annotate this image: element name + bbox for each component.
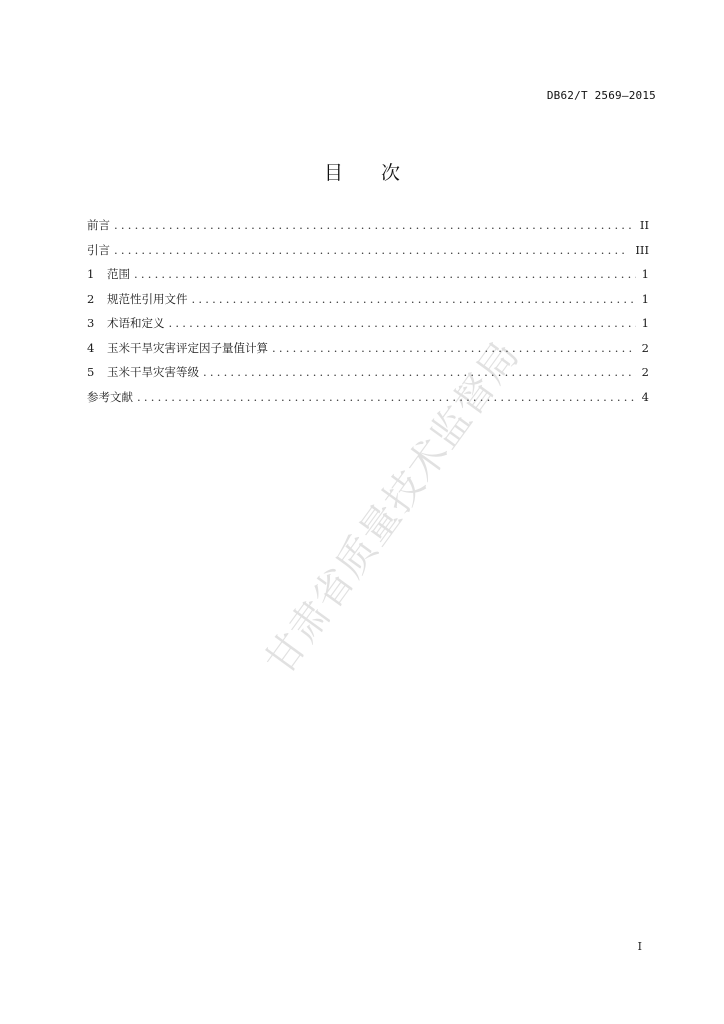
- toc-entry-label: 玉米干旱灾害评定因子量值计算: [107, 340, 268, 355]
- toc-entry-number: 5: [87, 365, 95, 379]
- toc-entry-introduction[interactable]: [87, 242, 649, 267]
- toc-entry-bibliography[interactable]: [87, 389, 649, 414]
- toc-entry-number: 4: [87, 340, 95, 355]
- toc-entry-label: 前言: [87, 218, 110, 232]
- toc-entry-number: 3: [87, 316, 95, 330]
- toc-entry-terms-definitions[interactable]: [87, 315, 649, 340]
- toc-entry-label: 范围: [107, 267, 130, 281]
- toc-entry-number: 1: [87, 267, 95, 281]
- standard-code: DB62/T 2569—2015: [546, 89, 656, 102]
- dot-leader: [137, 389, 636, 405]
- toc-entry-label: 引言: [87, 242, 110, 257]
- toc-entry-factor-calculation[interactable]: [87, 340, 649, 365]
- toc-entry-foreword[interactable]: [87, 217, 649, 242]
- dot-leader: [272, 340, 636, 356]
- toc-entry-scope[interactable]: [87, 266, 649, 291]
- toc-entry-label: 玉米干旱灾害等级: [107, 365, 199, 379]
- toc-entry-disaster-grades[interactable]: [87, 364, 649, 389]
- toc-entry-page: 1: [641, 316, 649, 330]
- watermark: 甘肃省质量技术监督局: [257, 333, 529, 684]
- page-number: I: [637, 940, 642, 953]
- dot-leader: [134, 266, 636, 282]
- table-of-contents: [87, 217, 649, 413]
- toc-entry-page: II: [639, 218, 649, 232]
- toc-entry-page: 2: [641, 340, 649, 355]
- toc-entry-page: 1: [641, 267, 649, 281]
- toc-entry-number: 2: [87, 291, 95, 306]
- toc-entry-label: 参考文献: [87, 389, 133, 404]
- dot-leader: [114, 217, 634, 233]
- dot-leader: [203, 364, 636, 380]
- toc-entry-normative-references[interactable]: [87, 291, 649, 316]
- toc-entry-page: III: [635, 242, 649, 257]
- toc-title: 目 次: [323, 162, 400, 184]
- dot-leader: [192, 291, 636, 307]
- toc-entry-page: 1: [641, 291, 649, 306]
- toc-entry-page: 2: [641, 365, 649, 379]
- dot-leader: [169, 315, 636, 331]
- toc-entry-page: 4: [641, 389, 649, 404]
- dot-leader: [114, 242, 629, 258]
- toc-entry-label: 术语和定义: [107, 316, 165, 330]
- toc-entry-label: 规范性引用文件: [107, 291, 188, 306]
